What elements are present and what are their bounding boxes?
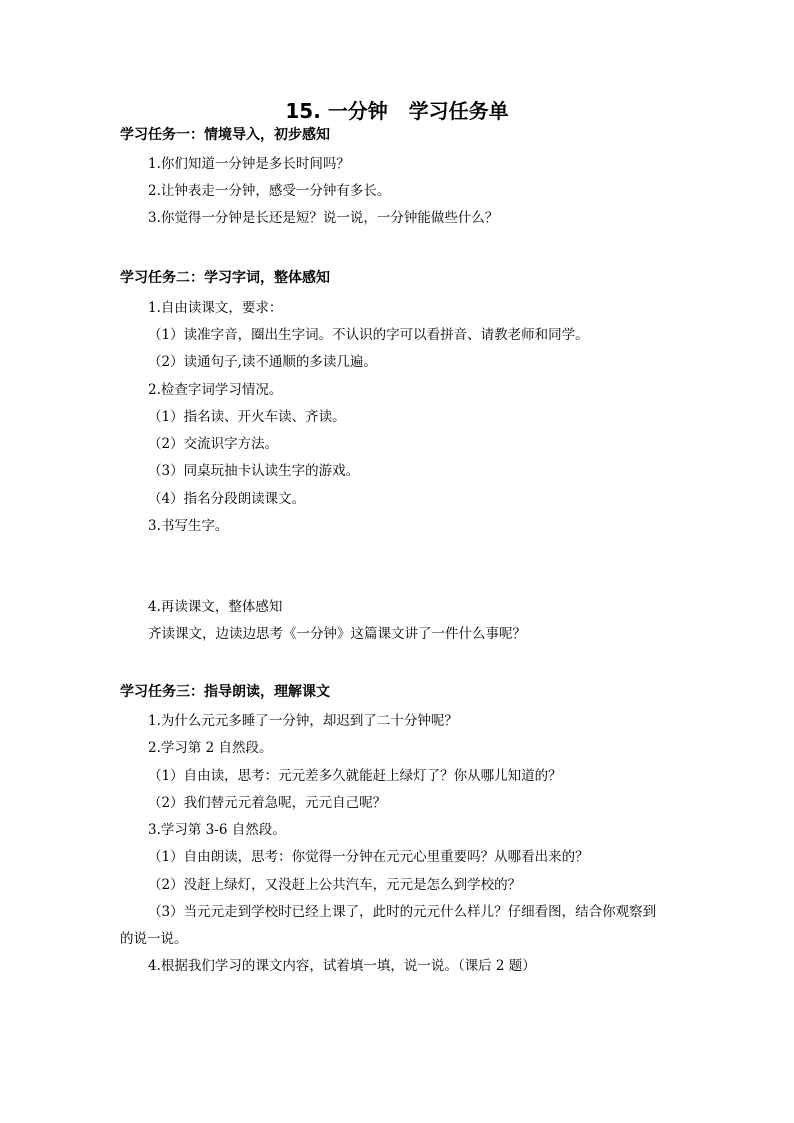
task2-item-1: 1.自由读课文，要求： [148, 300, 283, 316]
task1-item-1: 1.你们知道一分钟是多长时间吗？ [148, 156, 350, 172]
task3-item-3-3: （3）当元元走到学校时已经上课了，此时的元元什么样儿？仔细看图，结合你观察到 [148, 904, 657, 920]
task2-item-1-1: （1）读准字音，圈出生字词。不认识的字可以看拼音、请教老师和同学。 [148, 327, 589, 343]
task3-item-2-1: （1）自由读，思考：元元差多久就能赶上绿灯了？你从哪儿知道的？ [148, 768, 562, 784]
task3-item-2-2: （2）我们替元元着急呢，元元自己呢？ [148, 795, 387, 811]
task2-item-2-2: （2）交流识字方法。 [148, 436, 279, 452]
task1-item-3: 3.你觉得一分钟是长还是短？说一说，一分钟能做些什么？ [148, 210, 499, 226]
task2-heading: 学习任务二：学习字词，整体感知 [120, 270, 330, 286]
task2-item-3: 3.书写生字。 [148, 518, 229, 534]
task3-item-2: 2.学习第 2 自然段。 [148, 740, 273, 756]
task3-item-3-3-cont: 的说一说。 [120, 931, 188, 947]
task2-item-4: 4.再读课文，整体感知 [148, 599, 283, 615]
task2-item-1-2: （2）读通句子,读不通顺的多读几遍。 [148, 354, 377, 370]
task2-item-2-3: （3）同桌玩抽卡认读生字的游戏。 [148, 463, 360, 479]
task2-item-2-4: （4）指名分段朗读课文。 [148, 491, 306, 507]
task3-item-1: 1.为什么元元多睡了一分钟，却迟到了二十分钟呢？ [148, 713, 458, 729]
task1-item-2: 2.让钟表走一分钟，感受一分钟有多长。 [148, 183, 391, 199]
task3-item-3-2: （2）没赶上绿灯，又没赶上公共汽车，元元是怎么到学校的？ [148, 877, 522, 893]
task3-item-4: 4.根据我们学习的课文内容，试着填一填，说一说。（课后 2 题） [148, 958, 536, 974]
task3-heading: 学习任务三：指导朗读，理解课文 [120, 684, 330, 700]
task3-item-3: 3.学习第 3-6 自然段。 [148, 822, 286, 838]
task2-item-4-text: 齐读课文，边读边思考《一分钟》这篇课文讲了一件什么事呢？ [148, 626, 526, 642]
page-title: 15. 一分钟 学习任务单 [285, 99, 509, 123]
task2-item-2: 2.检查字词学习情况。 [148, 382, 283, 398]
task1-heading: 学习任务一：情境导入，初步感知 [120, 127, 330, 143]
task2-item-2-1: （1）指名读、开火车读、齐读。 [148, 409, 346, 425]
task3-item-3-1: （1）自由朗读，思考：你觉得一分钟在元元心里重要吗？从哪看出来的？ [148, 849, 589, 865]
